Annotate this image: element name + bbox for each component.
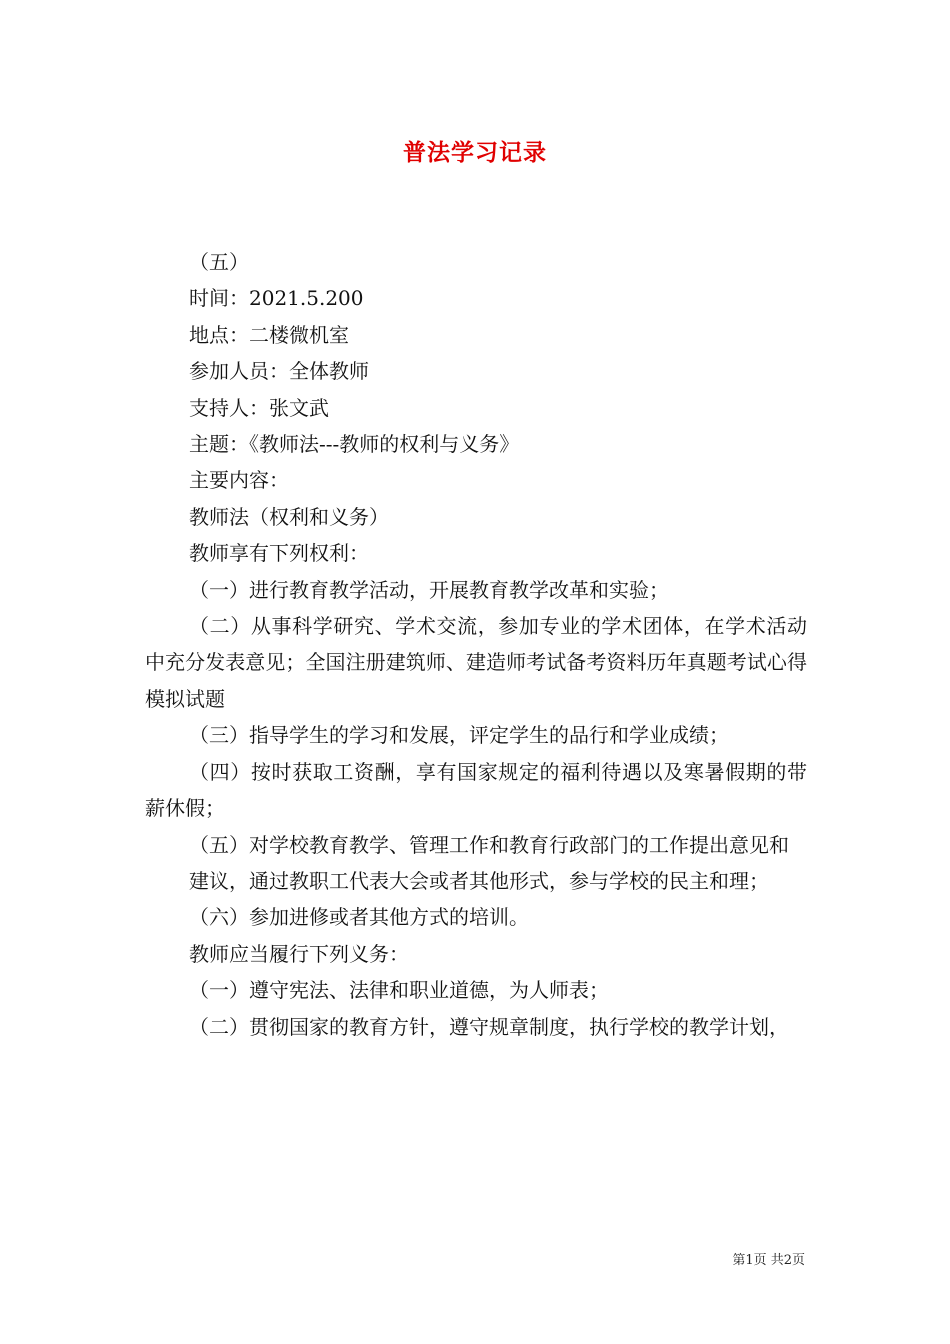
paragraph-topic: 主题：《教师法---教师的权利与义务》 xyxy=(189,432,520,457)
paragraph-right-6: （六）参加进修或者其他方式的培训。 xyxy=(189,905,529,930)
paragraph-host: 支持人：张文武 xyxy=(189,395,329,420)
paragraph-duty-2: （二）贯彻国家的教育方针，遵守规章制度，执行学校的教学计划， xyxy=(189,1014,789,1039)
paragraph-right-5: （五）对学校教育教学、管理工作和教育行政部门的工作提出意见和 xyxy=(189,832,789,857)
paragraph-right-2: （二）从事科学研究、学术交流，参加专业的学术团体，在学术活动中充分发表意见；全国注册建筑师、建造师考试备考资料历年真题考试心得模拟试题 xyxy=(145,614,807,711)
paragraph-location: 地点：二楼微机室 xyxy=(189,322,349,347)
paragraph-right-1: （一）进行教育教学活动，开展教育教学改革和实验； xyxy=(189,577,669,602)
paragraph-duties-heading: 教师应当履行下列义务： xyxy=(189,941,409,966)
paragraph-teacher-law: 教师法（权利和义务） xyxy=(189,504,389,529)
document-body xyxy=(145,244,807,1045)
page-footer: 第1页 共2页 xyxy=(732,1253,805,1268)
paragraph-time: 时间：2021.5.200 xyxy=(189,286,364,311)
paragraph-main-content: 主要内容： xyxy=(189,468,289,493)
paragraph-duty-1: （一）遵守宪法、法律和职业道德，为人师表； xyxy=(189,978,609,1003)
paragraph-right-4: （四）按时获取工资酬，享有国家规定的福利待遇以及寒暑假期的带薪休假； xyxy=(145,759,807,821)
paragraph-right-5-cont: 建议，通过教职工代表大会或者其他形式，参与学校的民主和理； xyxy=(189,868,769,893)
paragraph-participants: 参加人员：全体教师 xyxy=(189,359,369,384)
paragraph-section-number: （五） xyxy=(189,250,249,274)
paragraph-right-3: （三）指导学生的学习和发展，评定学生的品行和学业成绩； xyxy=(189,723,729,748)
document-title: 普法学习记录 xyxy=(403,139,547,166)
paragraph-rights-heading: 教师享有下列权利： xyxy=(189,541,369,566)
